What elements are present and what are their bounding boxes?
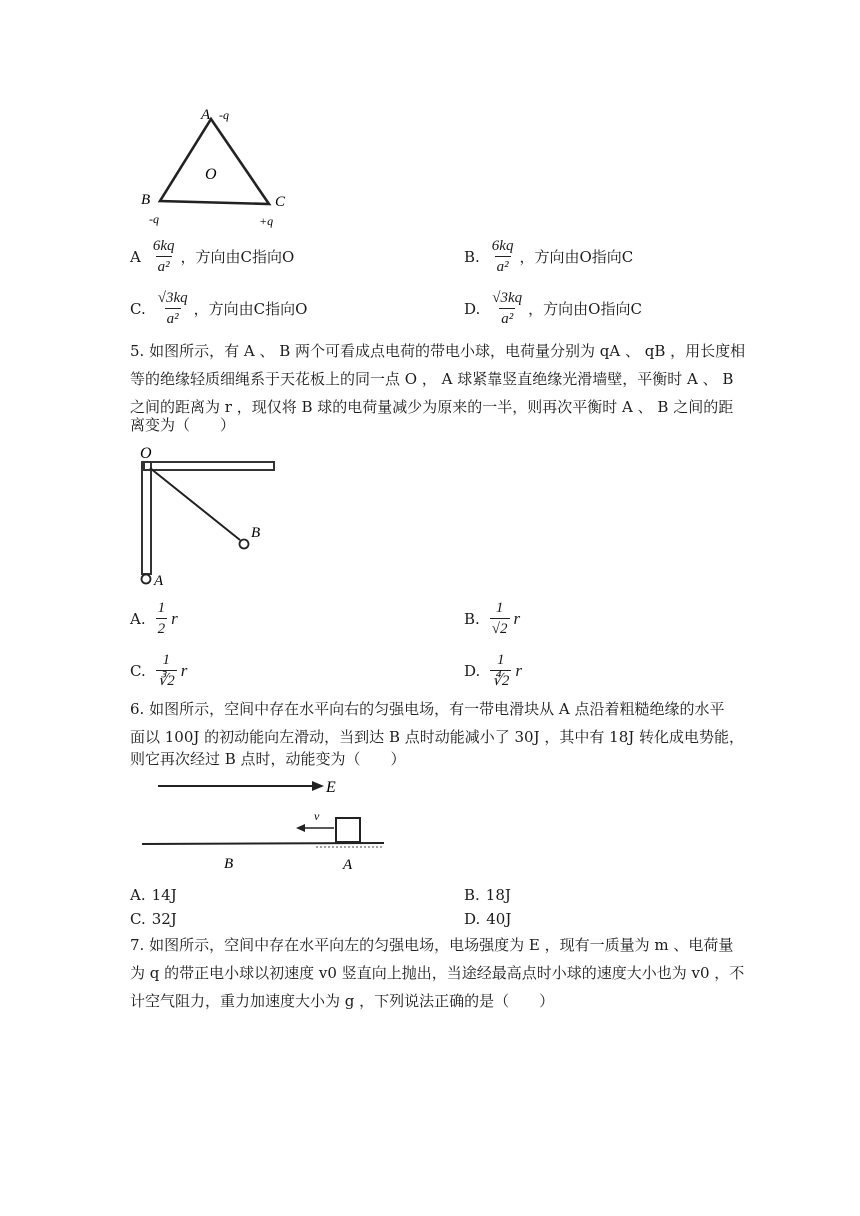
q7-line-2: 为 q 的带正电小球以初速度 v0 竖直向上抛出，当途经最高点时小球的速度大小也为 v0 ，不 [130, 964, 745, 982]
option-text: 32J [151, 910, 177, 928]
vertex-label-a: A [201, 107, 211, 123]
option-label: B. [464, 886, 480, 904]
option-tail: r [515, 660, 522, 680]
option-tail: r [171, 608, 178, 628]
fraction: $\frac{√3kq}{\text{a²}}$ [157, 290, 188, 327]
fraction: $\frac{6kq}{\text{a²}}$ [152, 238, 175, 275]
fraction: $\frac{√3kq}{\text{a²}}$ [492, 290, 523, 327]
option-text: ，方向由C指向O [193, 300, 308, 318]
ball-label-b: B [251, 525, 261, 541]
point-label-b: B [224, 856, 234, 872]
q6-line-1: 6. 如图所示，空间中存在水平向右的匀强电场，有一带电滑块从 A 点沿着粗糙绝缘的水平 [130, 700, 725, 718]
option-text: ，方向由O指向C [519, 248, 634, 266]
option-label: D. [464, 661, 481, 680]
charge-label-c: +q [259, 214, 274, 228]
charge-label-a: -q [219, 108, 229, 122]
wall [142, 462, 151, 574]
q5-option-b [464, 598, 520, 639]
pendulum-figure [130, 442, 280, 590]
q6-option-c [130, 910, 177, 928]
q4-option-c [130, 288, 307, 329]
ball-a [142, 575, 151, 584]
fraction: $\frac{1}{∛2}$ [157, 652, 175, 689]
option-label: B. [464, 609, 480, 628]
option-label: C. [130, 299, 146, 318]
velocity-arrow-head [296, 824, 305, 832]
option-text: 18J [485, 886, 511, 904]
ground-surface [142, 843, 384, 844]
ball-label-a: A [154, 573, 164, 589]
q7-line-3: 计空气阻力，重力加速度大小为 g ，下列说法正确的是（ ） [130, 992, 555, 1010]
option-label: A. [130, 886, 146, 904]
q6-option-b [464, 886, 511, 904]
ball-b [240, 540, 249, 549]
ceiling [144, 462, 274, 470]
option-tail: r [513, 608, 521, 628]
q4-option-d [464, 288, 642, 329]
option-label: A. [130, 609, 146, 628]
field-arrow-head [312, 781, 324, 791]
option-text: 40J [486, 910, 512, 928]
field-label-e: E [326, 779, 336, 796]
option-label: D. [464, 299, 481, 318]
q5-option-d [464, 650, 522, 691]
q4-option-a [130, 236, 294, 277]
electric-field-figure [138, 772, 388, 880]
q4-option-b [464, 236, 633, 277]
q7-line-1: 7. 如图所示，空间中存在水平向左的匀强电场，电场强度为 E ，现有一质量为 m 、电荷量 [130, 936, 734, 954]
point-label-a: A [343, 857, 353, 873]
option-text: ，方向由C指向O [180, 248, 295, 266]
q6-option-a [130, 886, 177, 904]
option-label: C. [130, 910, 146, 928]
q5-line-3: 之间的距离为 r ，现仅将 B 球的电荷量减少为原来的一半，则再次平衡时 A 、 B 之间的距 [130, 398, 734, 416]
point-label-o: O [140, 445, 152, 462]
q6-option-d [464, 910, 511, 928]
q6-line-2: 面以 100J 的初动能向左滑动，当到达 B 点时动能减小了 30J ，其中有 18J 转化成电势能， [130, 728, 745, 746]
q5-option-c [130, 650, 187, 691]
center-label-o: O [205, 166, 217, 183]
option-text: 14J [151, 886, 177, 904]
q5-line-1: 5. 如图所示，有 A 、 B 两个可看成点电荷的带电小球，电荷量分别为 qA 、 qB ，用长度相 [130, 342, 746, 360]
fraction: $\frac{6kq}{\text{a²}}$ [491, 238, 514, 275]
option-label: C. [130, 661, 146, 680]
vertex-label-c: C [275, 194, 286, 210]
triangle-shape [160, 119, 269, 204]
q5-option-a [130, 598, 178, 639]
velocity-label: v [314, 809, 320, 823]
triangle-figure [135, 105, 295, 230]
option-text: ，方向由O指向C [528, 300, 642, 318]
fraction: $\frac{1}{√2}$ [491, 600, 508, 637]
option-tail: r [180, 660, 188, 680]
q5-line-2: 等的绝缘轻质细绳系于天花板上的同一点 O ， A 球紧靠竖直绝缘光滑墙壁，平衡时 A 、 B [130, 370, 734, 388]
fraction: $\frac{1}{2}$ [157, 600, 166, 637]
option-label: B. [464, 247, 480, 266]
vertex-label-b: B [141, 192, 151, 208]
string-to-b [150, 468, 240, 540]
q5-line-4: 离变为（ ） [130, 416, 236, 434]
slider-block [336, 818, 360, 842]
option-label: A [130, 247, 141, 266]
fraction: $\frac{1}{∜2}$ [492, 652, 510, 689]
charge-label-b: -q [149, 212, 159, 226]
q6-line-3: 则它再次经过 B 点时，动能变为（ ） [130, 750, 406, 768]
option-label: D. [464, 910, 481, 928]
